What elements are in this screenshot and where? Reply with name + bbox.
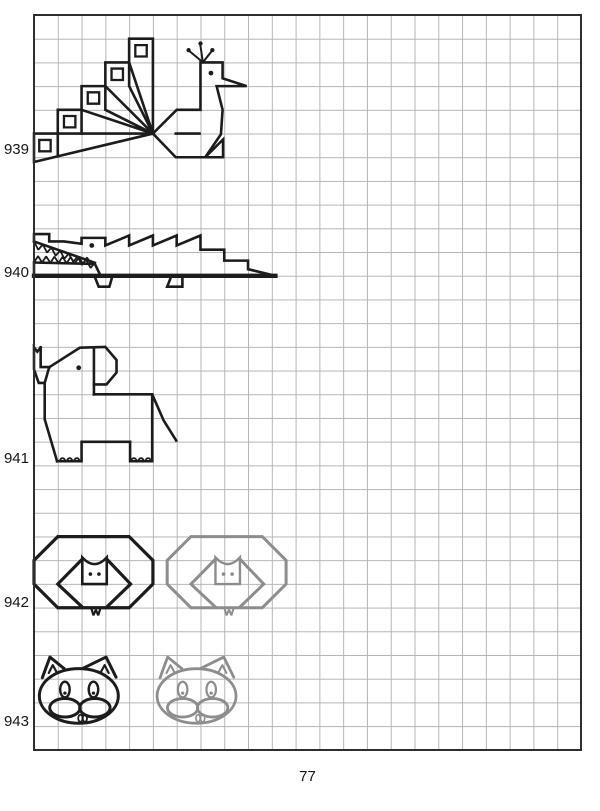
bat-octagon-outline xyxy=(34,537,153,608)
elephant-back-tail xyxy=(94,394,176,440)
cat-right-eye xyxy=(89,682,99,698)
crocodile-eye xyxy=(89,243,94,248)
row-label-941: 941 xyxy=(3,450,29,467)
elephant-legs-belly xyxy=(57,394,152,461)
cat-left-eye xyxy=(178,682,188,698)
peacock-body-outline xyxy=(153,62,247,157)
elephant-eye xyxy=(76,365,81,370)
peacock-tail-feather-1 xyxy=(129,39,153,134)
cat-left-muzzle xyxy=(50,699,80,717)
bat-drawing-ink xyxy=(34,537,153,616)
bat-octagon-outline xyxy=(167,537,286,608)
elephant-drawing xyxy=(34,347,176,461)
row-label-942: 942 xyxy=(3,594,29,611)
bat-drawing-gray-trace xyxy=(167,537,286,616)
bat-eyes xyxy=(222,572,234,576)
page-number: 77 xyxy=(299,768,316,785)
cat-left-eye xyxy=(60,682,70,698)
row-label-943: 943 xyxy=(3,713,29,730)
bat-eyes xyxy=(89,572,101,576)
elephant-trunk-head-outline xyxy=(34,347,117,384)
cat-face-drawing-ink xyxy=(39,657,118,723)
crocodile-drawing xyxy=(34,234,275,287)
bat-head xyxy=(82,557,106,584)
bat-head xyxy=(215,557,239,584)
elephant-trunk-inner-line xyxy=(41,347,50,367)
peacock-eye xyxy=(209,71,214,76)
cat-face-drawing-gray-trace xyxy=(157,657,236,723)
peacock-tail-feather-5 xyxy=(34,134,153,162)
peacock-drawing xyxy=(34,39,247,162)
row-label-939: 939 xyxy=(3,141,29,158)
cat-mouth-left xyxy=(196,715,200,722)
row-label-940: 940 xyxy=(3,264,29,281)
peacock-crest xyxy=(190,46,211,63)
cat-left-muzzle xyxy=(167,699,197,717)
cat-right-eye xyxy=(206,682,216,698)
peacock-feather-eyespots xyxy=(39,45,146,151)
elephant-toenails xyxy=(60,458,151,461)
elephant-chest-front-leg xyxy=(45,383,57,461)
peacock-tail-feather-4 xyxy=(58,110,82,134)
